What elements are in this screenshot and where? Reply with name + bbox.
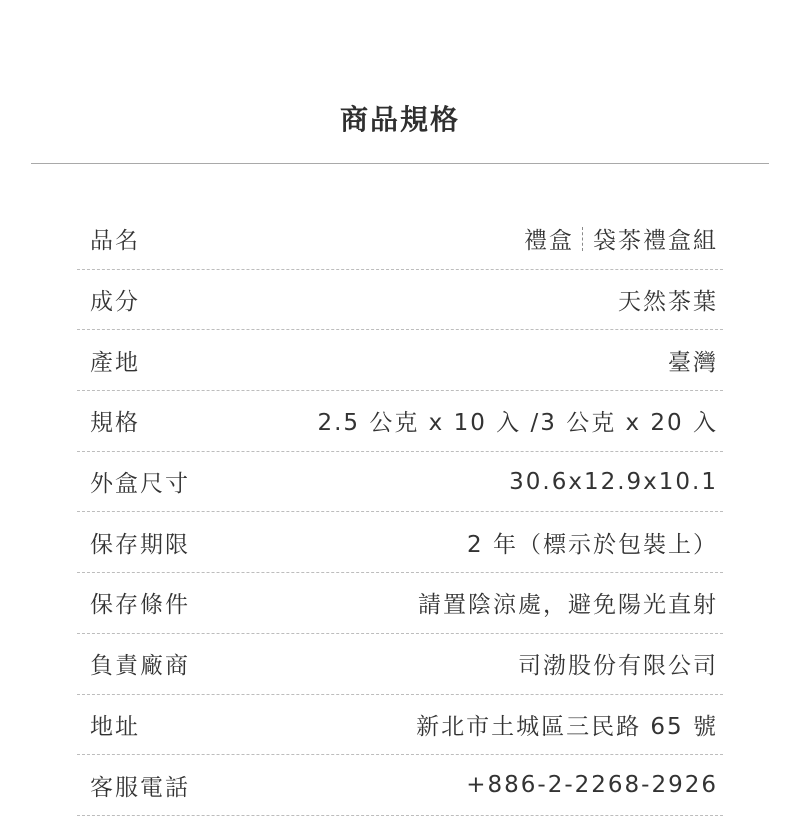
spec-label: 地址 — [90, 713, 140, 740]
spec-row-box-size — [77, 452, 723, 513]
spec-label: 客服電話 — [90, 774, 190, 801]
spec-row-origin — [77, 330, 723, 391]
spec-value-part: 禮盒 — [524, 228, 574, 255]
spec-label: 保存期限 — [90, 531, 190, 558]
spec-label: 保存條件 — [90, 592, 190, 619]
spec-row-product-name — [77, 209, 723, 270]
spec-label: 負責廠商 — [90, 653, 190, 680]
title-divider — [31, 163, 769, 164]
spec-row-specification — [77, 391, 723, 452]
spec-label: 外盒尺寸 — [90, 471, 190, 498]
spec-value: 請置陰涼處，避免陽光直射 — [418, 592, 718, 619]
spec-row-address — [77, 695, 723, 756]
spec-row-shelf-life — [77, 512, 723, 573]
spec-row-phone — [77, 755, 723, 816]
spec-value: 30.6x12.9x10.1 — [509, 468, 718, 495]
spec-value: +886-2-2268-2926 — [466, 772, 718, 799]
spec-row-manufacturer — [77, 634, 723, 695]
spec-label: 成分 — [90, 289, 140, 316]
spec-value: 司渤股份有限公司 — [518, 653, 718, 680]
spec-value-part: 袋茶禮盒組 — [593, 228, 718, 255]
value-divider — [582, 227, 583, 251]
spec-value: 2.5 公克 x 10 入 /3 公克 x 20 入 — [317, 410, 718, 437]
spec-value: 新北市土城區三民路 65 號 — [416, 713, 718, 740]
spec-label: 規格 — [90, 410, 140, 437]
spec-label: 品名 — [90, 228, 140, 255]
spec-row-ingredients — [77, 270, 723, 331]
spec-table — [77, 209, 723, 816]
spec-value: 2 年（標示於包裝上） — [467, 531, 718, 558]
page-title: 商品規格 — [339, 103, 460, 136]
spec-value: 臺灣 — [668, 349, 718, 376]
spec-label: 產地 — [90, 349, 140, 376]
spec-value — [524, 222, 718, 255]
spec-value: 天然茶葉 — [618, 289, 718, 316]
spec-row-storage — [77, 573, 723, 634]
